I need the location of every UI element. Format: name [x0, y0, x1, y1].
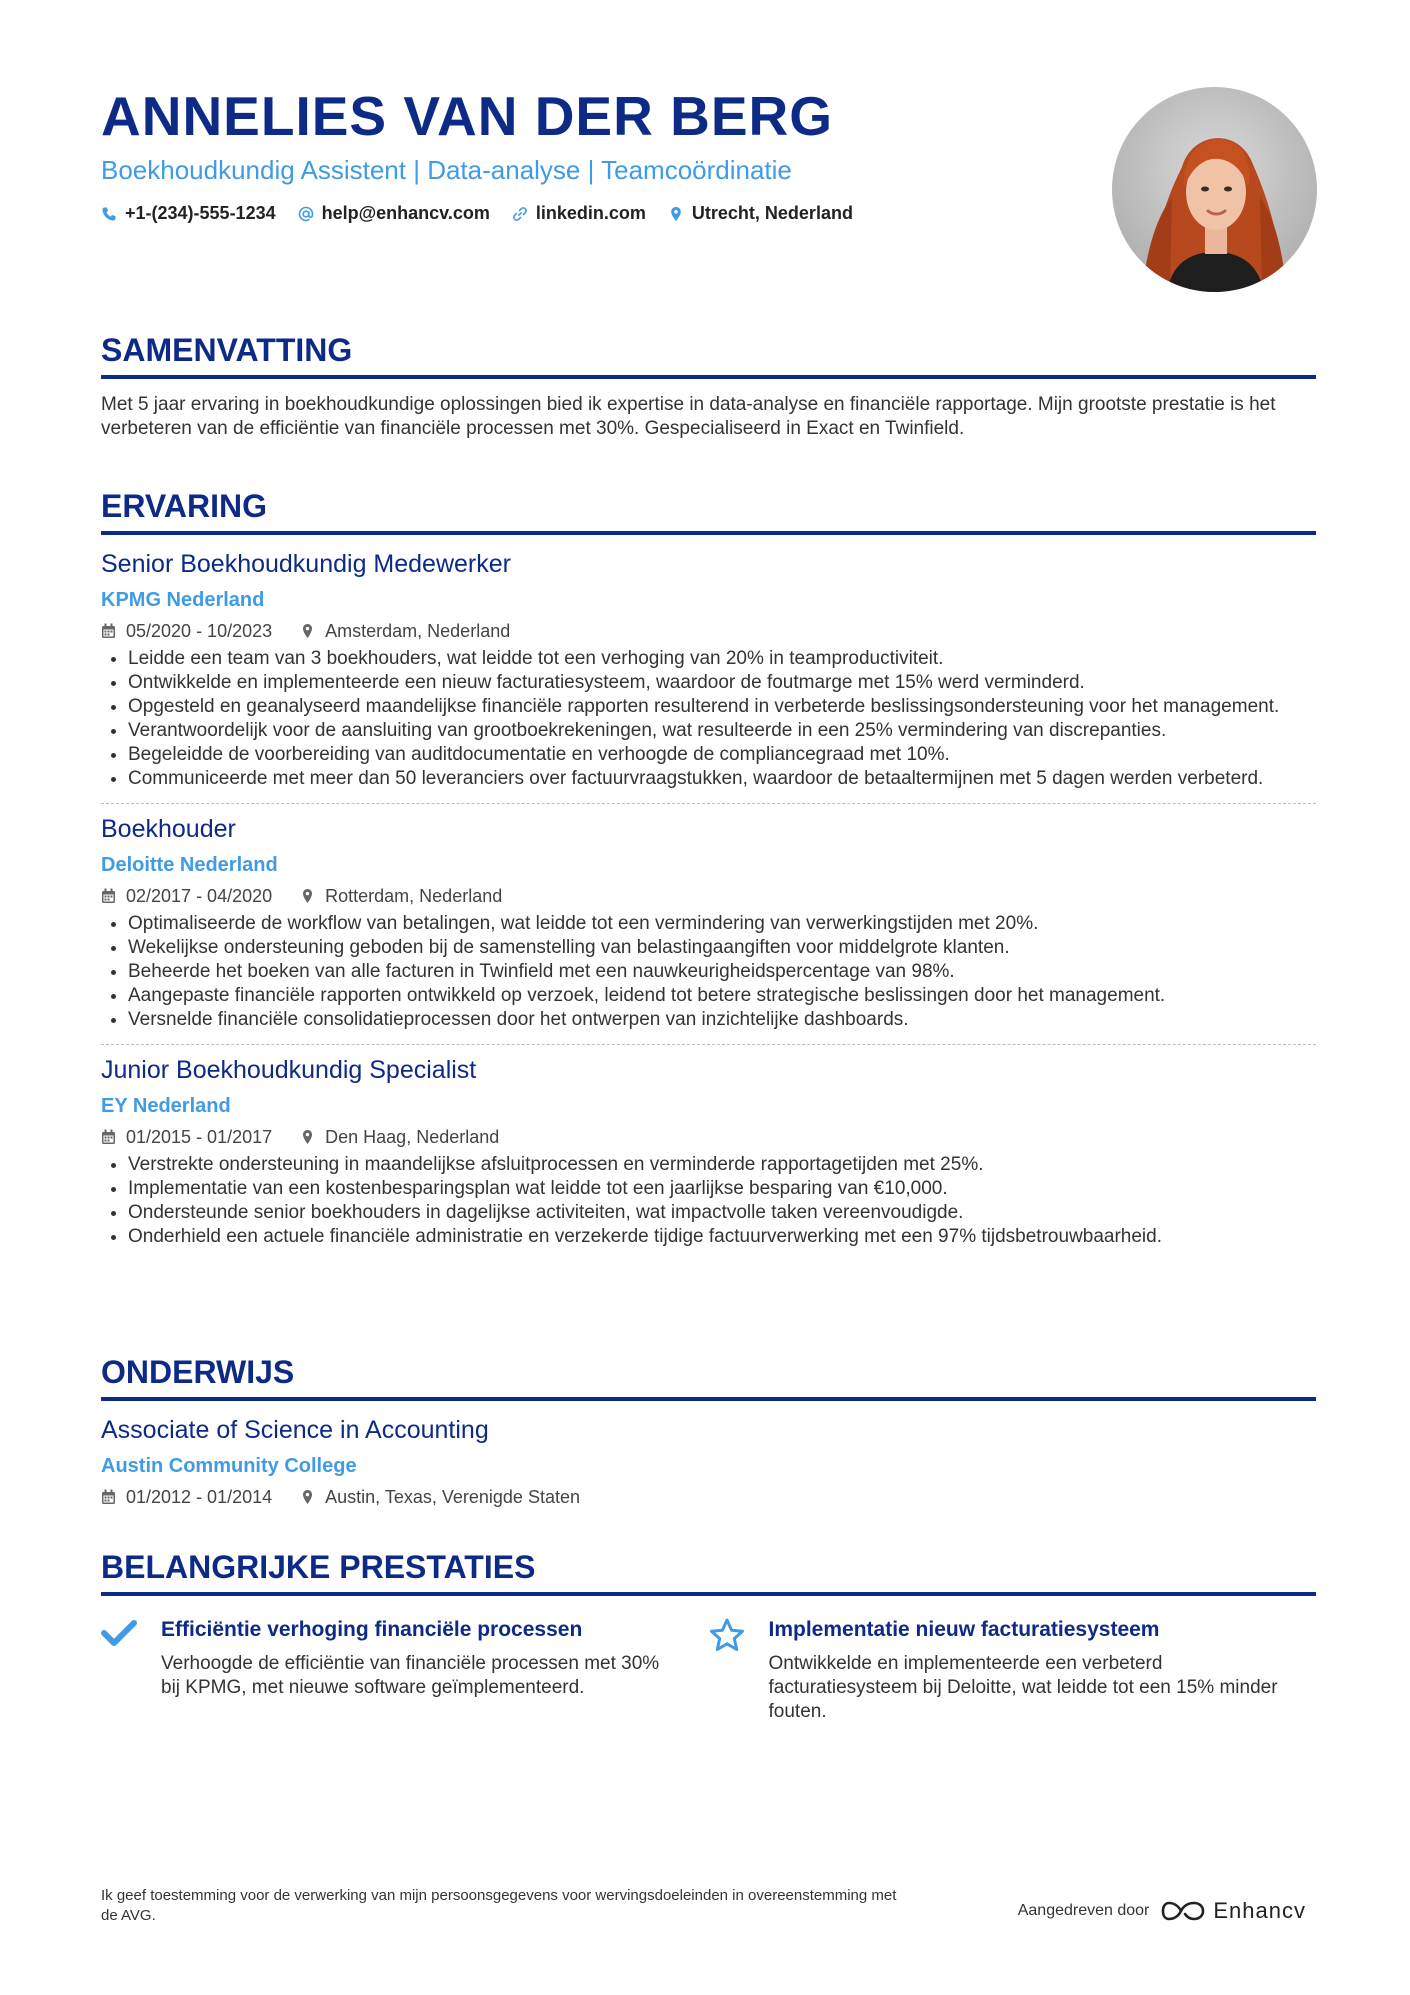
section-divider [101, 531, 1316, 535]
email-text: help@enhancv.com [321, 203, 490, 223]
job-divider [101, 1044, 1316, 1045]
at-icon [298, 206, 314, 222]
resume-header [101, 0, 1316, 300]
calendar-icon [101, 888, 116, 904]
gdpr-consent: Ik geef toestemming voor de verwerking van mijn persoonsgegevens voor wervingsdoeleinden in overeenstemming met de AVG. [101, 1887, 897, 1924]
achievement-title: Efficiëntie verhoging financiële processen [161, 1618, 583, 1641]
job-title: Boekhouder [101, 815, 236, 843]
achievement-title: Implementatie nieuw facturatiesysteem [768, 1618, 1160, 1641]
achievement-item [101, 1616, 709, 1724]
education-location-text: Austin, Texas, Verenigde Staten [325, 1487, 580, 1507]
candidate-name: ANNELIES VAN DER BERG [101, 85, 833, 147]
profile-photo [1112, 87, 1317, 292]
resume-page [101, 0, 1316, 1722]
job-bullet: • Leidde een team van 3 boekhouders, wat leidde tot een verhoging van 20% in teamproductiviteit. [128, 647, 1316, 671]
job-bullets [101, 647, 1316, 791]
job-location-text: Den Haag, Nederland [325, 1127, 500, 1147]
education-dates [101, 1485, 272, 1509]
location-pin-icon [300, 623, 315, 639]
job-bullet: • Ontwikkelde en implementeerde een nieuw facturatiesysteem, waardoor de foutmarge met 15% werd verminderd. [128, 671, 1316, 695]
education-heading: ONDERWIJS [101, 1354, 295, 1390]
checkmark-icon [101, 1618, 137, 1648]
experience-section [101, 486, 1316, 1249]
job-dates-text: 02/2017 - 04/2020 [126, 886, 273, 906]
job-bullets [101, 912, 1316, 1032]
education-meta [101, 1485, 1316, 1509]
page-footer [101, 1886, 1316, 1936]
job-dates-text: 01/2015 - 01/2017 [126, 1127, 273, 1147]
job-bullet: • Optimaliseerde de workflow van betalingen, wat leidde tot een vermindering van verwerkingstijden met 20%. [128, 912, 1316, 936]
education-location [300, 1485, 580, 1509]
achievement-item [709, 1616, 1317, 1724]
achievements-section [101, 1547, 1316, 1724]
degree-title: Associate of Science in Accounting [101, 1416, 489, 1444]
section-divider [101, 375, 1316, 379]
school-name: Austin Community College [101, 1455, 357, 1477]
job-location-text: Amsterdam, Nederland [325, 621, 511, 641]
education-dates-text: 01/2012 - 01/2014 [126, 1487, 273, 1507]
job-bullets [101, 1153, 1316, 1249]
powered-by-label: Aangedreven door [1017, 1902, 1150, 1919]
location-pin-icon [300, 1489, 315, 1505]
job-divider [101, 803, 1316, 804]
achievement-description: Ontwikkelde en implementeerde een verbeterd facturatiesysteem bij Deloitte, wat leidde tot een 15% minder fouten. [768, 1653, 1278, 1722]
phone-icon [101, 206, 117, 222]
job-bullet: • Onderhield een actuele financiële administratie en verzekerde tijdige factuurverwerking met een 97% tijdsbetrouwbaarheid. [128, 1225, 1316, 1249]
calendar-icon [101, 623, 116, 639]
achievements-heading: BELANGRIJKE PRESTATIES [101, 1549, 536, 1585]
enhancv-logo [1161, 1898, 1306, 1924]
location-pin-icon [300, 1129, 315, 1145]
job-location-text: Rotterdam, Nederland [325, 886, 503, 906]
job-dates [101, 884, 272, 908]
contact-linkedin[interactable] [512, 203, 646, 224]
job-bullet: • Wekelijkse ondersteuning geboden bij de samenstelling van belastingaangiften voor middelgrote klanten. [128, 936, 1316, 960]
location-text: Utrecht, Nederland [691, 203, 853, 223]
linkedin-text: linkedin.com [535, 203, 646, 223]
summary-section [101, 330, 1316, 441]
location-pin-icon [300, 888, 315, 904]
section-divider [101, 1397, 1316, 1401]
star-icon [709, 1618, 745, 1652]
education-section [101, 1352, 1316, 1509]
contact-phone[interactable] [101, 203, 276, 224]
job-dates-text: 05/2020 - 10/2023 [126, 621, 273, 641]
job-bullet: • Verstrekte ondersteuning in maandelijkse afsluitprocessen en verminderde rapportagetijden met 25%. [128, 1153, 1316, 1177]
job-bullet: • Aangepaste financiële rapporten ontwikkeld op verzoek, leidend tot betere strategische beslissingen door het management. [128, 984, 1316, 1008]
calendar-icon [101, 1489, 116, 1505]
job-company: Deloitte Nederland [101, 854, 278, 876]
job-entry [101, 1055, 1316, 1249]
job-bullet: • Versnelde financiële consolidatieprocessen door het ontwerpen van inzichtelijke dashboards. [128, 1008, 1316, 1032]
candidate-title: Boekhoudkundig Assistent | Data-analyse | Teamcoördinatie [101, 155, 792, 185]
section-divider [101, 1592, 1316, 1596]
job-dates [101, 619, 272, 643]
calendar-icon [101, 1129, 116, 1145]
location-pin-icon [668, 206, 684, 222]
portrait-illustration [1112, 87, 1317, 292]
job-bullet: • Communiceerde met meer dan 50 leveranciers over factuurvraagstukken, waardoor de betaaltermijnen met 5 dagen werden verbeterd. [128, 767, 1316, 791]
job-location [300, 619, 510, 643]
job-company: EY Nederland [101, 1095, 231, 1117]
job-location [300, 884, 502, 908]
powered-by[interactable] [1018, 1898, 1306, 1924]
job-bullet: • Implementatie van een kostenbesparingsplan wat leidde tot een jaarlijkse besparing van €10,000. [128, 1177, 1316, 1201]
summary-heading: SAMENVATTING [101, 332, 353, 368]
job-bullet: • Ondersteunde senior boekhouders in dagelijkse activiteiten, wat impactvolle taken vereenvoudigde. [128, 1201, 1316, 1225]
job-bullet: • Verantwoordelijk voor de aansluiting van grootboekrekeningen, wat resulteerde in een 25% vermindering van discrepanties. [128, 719, 1316, 743]
brand-name: Enhancv [1213, 1898, 1306, 1923]
job-meta [101, 1125, 1316, 1149]
job-meta [101, 619, 1316, 643]
experience-heading: ERVARING [101, 488, 267, 524]
job-title: Senior Boekhoudkundig Medewerker [101, 550, 511, 578]
job-meta [101, 884, 1316, 908]
job-company: KPMG Nederland [101, 589, 265, 611]
achievements-grid [101, 1616, 1316, 1724]
contact-email[interactable] [298, 203, 490, 224]
enhancv-logo-icon [1161, 1900, 1205, 1922]
job-bullet: • Opgesteld en geanalyseerd maandelijkse financiële rapporten resulterend in verbeterde beslissingsondersteuning voor het management. [128, 695, 1316, 719]
job-title: Junior Boekhoudkundig Specialist [101, 1056, 477, 1084]
job-bullet: • Beheerde het boeken van alle facturen in Twinfield met een nauwkeurigheidspercentage van 98%. [128, 960, 1316, 984]
contact-bar [101, 203, 853, 224]
summary-text: Met 5 jaar ervaring in boekhoudkundige oplossingen bied ik expertise in data-analyse en financiële rapportage. Mijn grootste prestatie is het verbeteren van de efficiëntie van financiële processen met 30%. Gespecialiseerd in Exact en Twinfield. [101, 394, 1276, 439]
achievement-description: Verhoogde de efficiëntie van financiële processen met 30% bij KPMG, met nieuwe software geïmplementeerd. [161, 1653, 660, 1698]
education-entry [101, 1415, 1316, 1509]
job-location [300, 1125, 499, 1149]
phone-text: +1-(234)-555-1234 [125, 203, 276, 223]
contact-location [668, 203, 853, 224]
job-dates [101, 1125, 272, 1149]
job-bullet: • Begeleidde de voorbereiding van auditdocumentatie en verhoogde de compliancegraad met 10%. [128, 743, 1316, 767]
job-entry [101, 549, 1316, 791]
job-entry [101, 814, 1316, 1032]
link-icon [512, 206, 528, 222]
